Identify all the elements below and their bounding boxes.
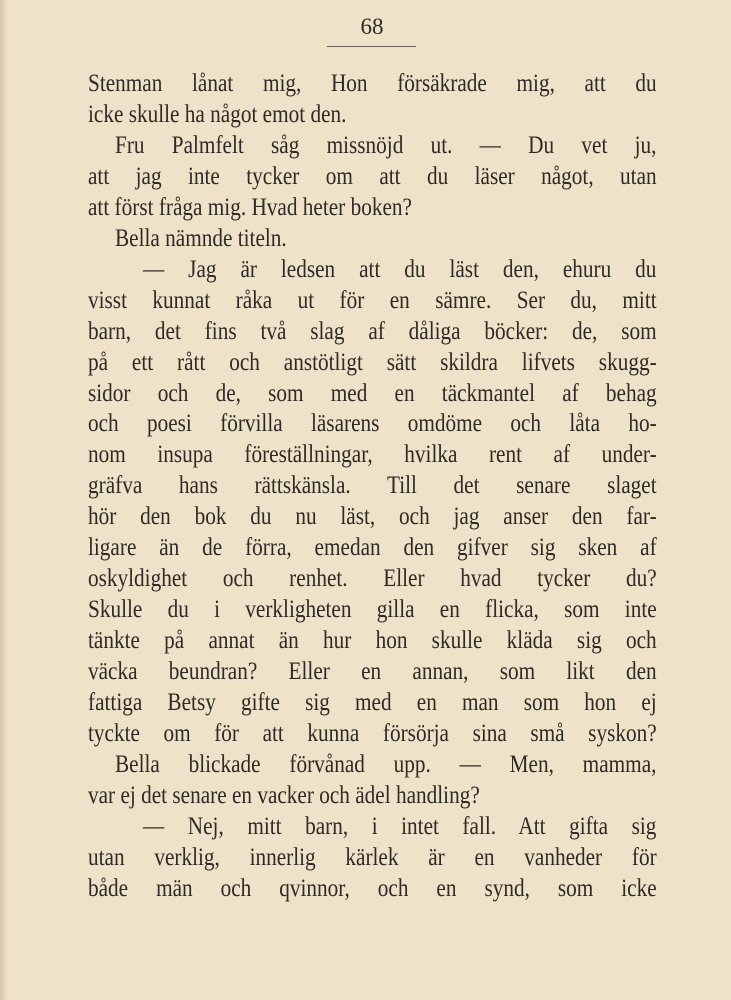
text-line: sidor och de, som med en täckmantel af behag [88, 379, 657, 407]
text-line: tyckte om för att kunna försörja sina små syskon? [88, 720, 657, 748]
text-line: på ett rått och anstötligt sätt skildra lifvets skugg- [88, 348, 657, 376]
text-line: och poesi förvilla läsarens omdöme och låta ho- [88, 410, 657, 438]
text-line: både män och qvinnor, och en synd, som icke [88, 874, 657, 902]
header-rule [327, 46, 416, 47]
text-line: Skulle du i verkligheten gilla en flicka, som inte [88, 596, 657, 624]
text-line: gräfva hans rättskänsla. Till det senare slaget [88, 472, 657, 500]
text-line: Bella blickade förvånad upp. — Men, mamma, [115, 750, 657, 778]
text-line: nom insupa föreställningar, hvilka rent af under- [88, 441, 657, 469]
text-line: utan verklig, innerlig kärlek är en vanheder för [88, 843, 657, 871]
text-line: att jag inte tycker om att du läser något, utan [88, 162, 657, 190]
text-line: oskyldighet och renhet. Eller hvad tycker du? [88, 565, 657, 593]
text-line: fattiga Betsy gifte sig med en man som hon ej [88, 689, 657, 717]
text-line: väcka beundran? Eller en annan, som likt den [88, 658, 657, 686]
text-line: visst kunnat råka ut för en sämre. Ser du, mitt [88, 286, 657, 314]
text-line: — Jag är ledsen att du läst den, ehuru du [143, 255, 657, 283]
text-line: ligare än de förra, emedan den gifver sig sken af [88, 534, 657, 562]
text-line: Stenman lånat mig, Hon försäkrade mig, att du [88, 70, 657, 97]
text-line: — Nej, mitt barn, i intet fall. Att gifta sig [143, 812, 657, 840]
page-body-text [88, 69, 731, 905]
text-line: Fru Palmfelt såg missnöjd ut. — Du vet ju, [115, 131, 657, 159]
page-edge [0, 0, 6, 1000]
text-line: var ej det senare en vacker och ädel handling? [88, 781, 480, 809]
page-number: 68 [360, 14, 384, 39]
text-line: icke skulle ha något emot den. [88, 100, 347, 128]
text-line: hör den bok du nu läst, och jag anser den far- [88, 503, 657, 531]
text-line: att först fråga mig. Hvad heter boken? [88, 193, 412, 221]
text-line: barn, det fins två slag af dåliga böcker: de, som [88, 317, 657, 345]
text-line: Bella nämnde titeln. [115, 224, 287, 252]
text-line: tänkte på annat än hur hon skulle kläda sig och [88, 627, 657, 655]
